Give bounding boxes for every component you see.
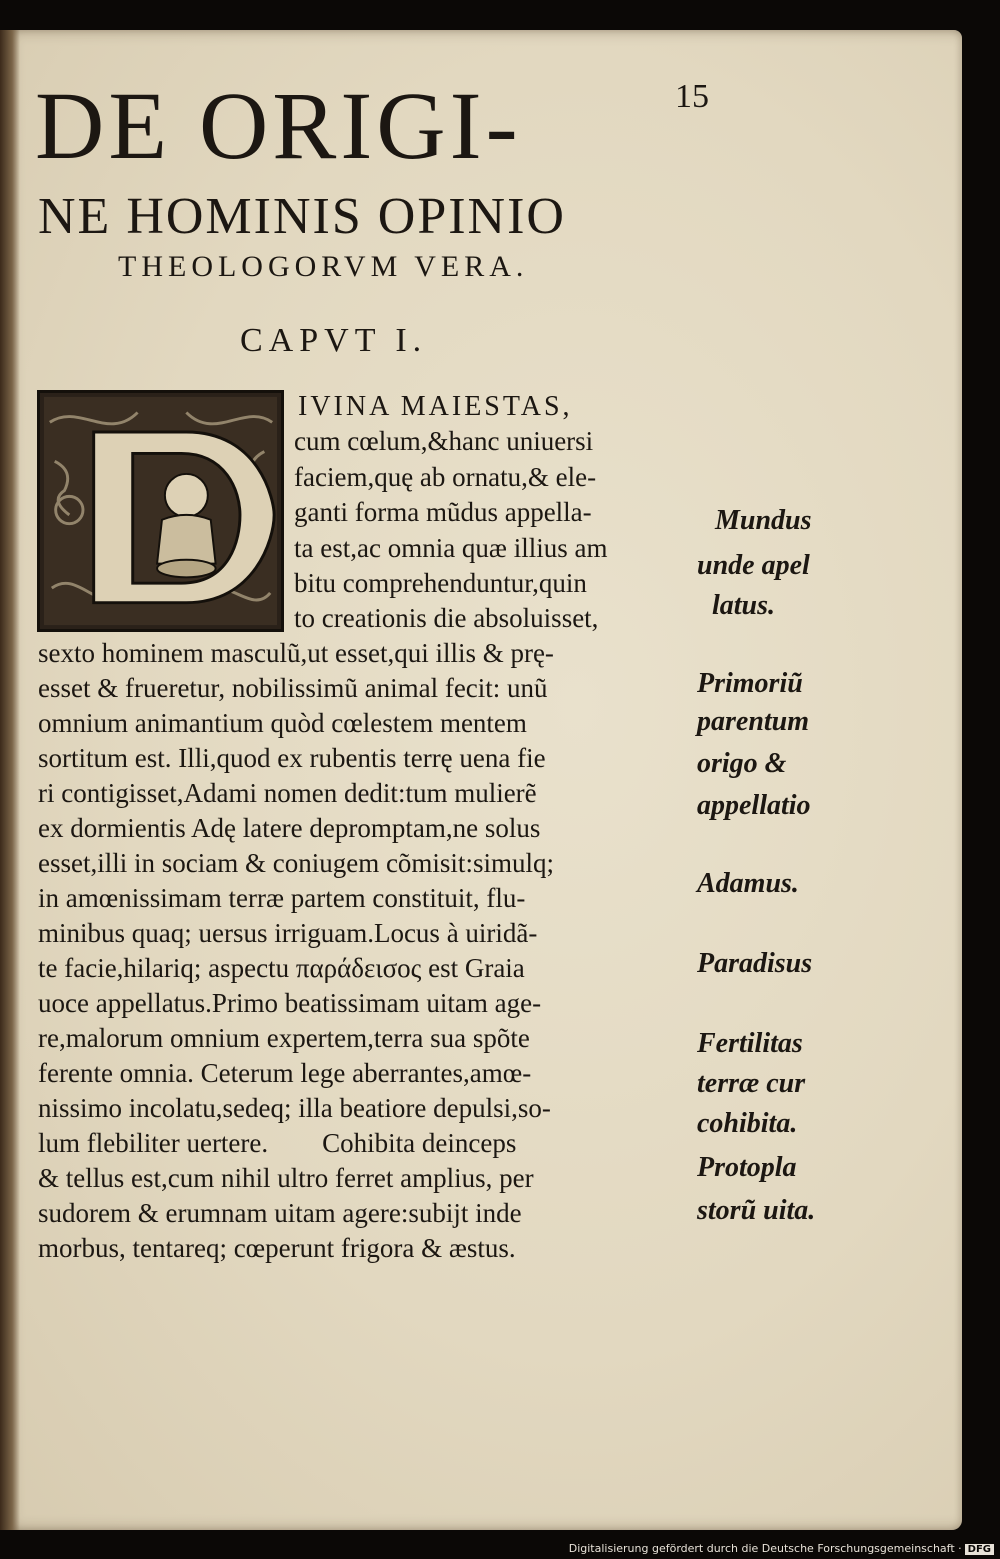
body-line-22: lum flebiliter uertere. Cohibita deinceps xyxy=(38,1128,517,1158)
body-line-9: esset & frueretur, nobilissimũ animal fecit: unũ xyxy=(38,673,548,703)
body-line-13: ex dormientis Adę latere depromptam,ne solus xyxy=(38,813,541,843)
body-line-8: sexto hominem masculũ,ut esset,qui illis & prę- xyxy=(38,638,554,668)
body-line-3: faciem,quę ab ornatu,& ele- xyxy=(294,462,597,492)
initial-letter xyxy=(40,629,41,630)
body-line-15: in amœnissimam terræ partem constituit, flu- xyxy=(38,883,526,913)
heading-line-3: THEOLOGORVM VERA. xyxy=(118,250,529,283)
body-line-21: nissimo incolatu,sedeq; illa beatiore depulsi,so- xyxy=(38,1093,551,1123)
body-line-25: morbus, tentareq; cœperunt frigora & æstus. xyxy=(38,1233,516,1263)
body-line-14: esset,illi in sociam & coniugem cõmisit:simulq; xyxy=(38,848,554,878)
folio-number: 15 xyxy=(675,78,709,115)
margin-note-11: terræ cur xyxy=(697,1068,806,1099)
page-gutter xyxy=(0,30,20,1530)
margin-note-1: Mundus xyxy=(715,505,812,536)
body-line-16: minibus quaq; uersus irriguam.Locus à uiridã- xyxy=(38,918,538,948)
body-line-23: & tellus est,cum nihil ultro ferret amplius, per xyxy=(38,1163,534,1193)
heading-line-2: NE HOMINIS OPINIO xyxy=(38,188,566,245)
body-line-10: omnium animantium quòd cœlestem mentem xyxy=(38,708,527,738)
body-line-12: ri contigisset,Adami nomen dedit:tum mulierẽ xyxy=(38,778,537,808)
body-line-19: re,malorum omnium expertem,terra sua spõte xyxy=(38,1023,530,1053)
credit-text: Digitalisierung gefördert durch die Deutsche Forschungsgemeinschaft · xyxy=(568,1542,962,1555)
margin-note-10: Fertilitas xyxy=(697,1028,803,1059)
margin-note-5: parentum xyxy=(697,706,810,737)
body-line-17: te facie,hilariq; aspectu παράδεισος est Graia xyxy=(38,953,525,983)
margin-note-13: Protopla xyxy=(697,1152,797,1183)
heading-line-1: DE ORIGI- xyxy=(35,72,522,179)
body-line-18: uoce appellatus.Primo beatissimam uitam age- xyxy=(38,988,542,1018)
body-line-4: ganti forma mũdus appella- xyxy=(294,497,592,527)
margin-note-4: Primoriũ xyxy=(697,668,803,699)
decorated-initial xyxy=(37,390,284,632)
body-line-20: ferente omnia. Ceterum lege aberrantes,amœ- xyxy=(38,1058,532,1088)
body-line-7: to creationis die absoluisset, xyxy=(294,603,599,633)
margin-note-7: appellatio xyxy=(697,790,811,821)
margin-note-9: Paradisus xyxy=(697,948,813,979)
margin-note-3: latus. xyxy=(712,590,776,621)
margin-note-8: Adamus. xyxy=(697,868,799,899)
margin-note-2: unde apel xyxy=(697,550,810,581)
dfg-logo: DFG xyxy=(965,1544,994,1555)
margin-note-6: origo & xyxy=(697,748,787,779)
body-line-5: ta est,ac omnia quæ illius am xyxy=(294,533,608,563)
body-line-1: IVINA MAIESTAS, xyxy=(298,391,573,422)
body-line-24: sudorem & erumnam uitam agere:subijt inde xyxy=(38,1198,522,1228)
body-line-6: bitu comprehenduntur,quin xyxy=(294,568,587,598)
digitization-credit xyxy=(569,1542,994,1555)
chapter-heading: CAPVT I. xyxy=(240,322,428,359)
margin-note-12: cohibita. xyxy=(697,1108,798,1139)
body-line-11: sortitum est. Illi,quod ex rubentis terrę uena fie xyxy=(38,743,546,773)
body-line-2: cum cœlum,&hanc uniuersi xyxy=(294,426,594,456)
woodcut-initial-icon xyxy=(40,393,281,629)
margin-note-14: storũ uita. xyxy=(697,1195,816,1226)
